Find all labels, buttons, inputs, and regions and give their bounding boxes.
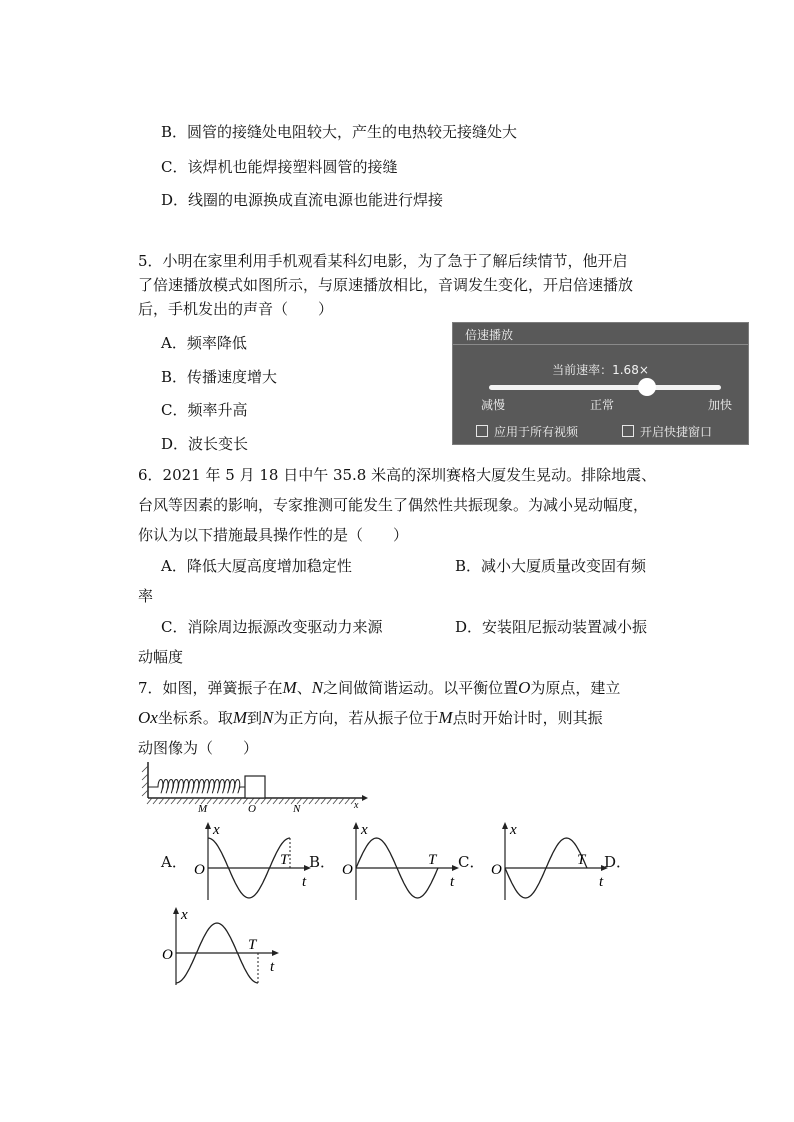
- x-axis-arrow: [502, 822, 508, 829]
- q7-text: 到: [247, 709, 263, 727]
- t-axis-arrow: [272, 950, 279, 956]
- speed-slider-handle[interactable]: [638, 378, 656, 396]
- fast-label: 加快: [708, 398, 733, 412]
- q7-symbol: M: [438, 708, 453, 727]
- q7-symbol: N: [311, 678, 324, 697]
- origin-label: O: [194, 862, 205, 878]
- slow-label: 减慢: [481, 398, 506, 412]
- q7-symbol: Ox: [138, 708, 158, 727]
- oscillator-block: [245, 776, 265, 798]
- period-label: T: [428, 852, 437, 868]
- graph-option-label: A．: [161, 853, 187, 871]
- q5-option-d: D．波长变长: [161, 435, 249, 453]
- graph-option-label: D．: [604, 853, 632, 871]
- t-label: t: [599, 874, 604, 890]
- x-axis-label: x: [354, 800, 359, 811]
- graph-option-label: B．: [309, 853, 336, 871]
- q7-text: 为正方向，若从振子位于: [273, 709, 439, 727]
- q5-stem-line3: 后，手机发出的声音（ ）: [138, 300, 334, 318]
- x-axis-arrow: [173, 907, 179, 914]
- q6-stem-line3: 你认为以下措施最具操作性的是（ ）: [138, 526, 409, 544]
- period-label: T: [577, 852, 586, 868]
- q7-text: 、: [296, 679, 312, 697]
- apply-all-label: 应用于所有视频: [494, 425, 579, 439]
- q4-option-b: B．圆管的接缝处电阻较大，产生的电热较无接缝处大: [161, 123, 518, 141]
- period-label: T: [248, 937, 257, 953]
- q6-option-d-cont: 动幅度: [138, 648, 184, 666]
- panel-title: 倍速播放: [465, 328, 514, 342]
- origin-label: O: [491, 862, 502, 878]
- t-label: t: [450, 874, 455, 890]
- graph-option-label: C．: [458, 853, 485, 871]
- x-label: x: [181, 907, 188, 923]
- x-label: x: [510, 822, 517, 838]
- q6-option-c: C．消除周边振源改变驱动力来源: [161, 618, 383, 636]
- playback-speed-panel: [452, 322, 749, 445]
- q7-symbol: N: [262, 708, 274, 727]
- q7-text: 之间做简谐运动。以平衡位置: [323, 679, 519, 697]
- q6-option-a: A．降低大厦高度增加稳定性: [161, 557, 352, 575]
- spring-oscillator-figure: [140, 760, 370, 820]
- shortcut-window-checkbox[interactable]: [622, 425, 634, 437]
- q5-option-a: A．频率降低: [161, 334, 247, 352]
- x-axis-arrow: [353, 822, 359, 829]
- q7-stem-line2: [138, 708, 603, 728]
- apply-all-checkbox[interactable]: [476, 425, 488, 437]
- shortcut-window-label: 开启快捷窗口: [640, 425, 713, 439]
- t-label: t: [302, 874, 307, 890]
- q7-text: 坐标系。取: [157, 709, 233, 727]
- t-label: t: [270, 959, 275, 975]
- q5-option-c: C．频率升高: [161, 401, 248, 419]
- q4-option-d: D．线圈的电源换成直流电源也能进行焊接: [161, 191, 444, 209]
- q6-option-d: D．安装阻尼振动装置减小振: [455, 618, 648, 636]
- current-rate-label: 当前速率：1.68×: [552, 363, 649, 377]
- q4-option-c: C．该焊机也能焊接塑料圆管的接缝: [161, 158, 398, 176]
- panel-header: [453, 323, 748, 345]
- normal-label: 正常: [590, 398, 615, 412]
- q7-symbol: O: [518, 678, 531, 697]
- point-o-label: O: [248, 803, 256, 815]
- period-label: T: [280, 852, 289, 868]
- x-label: x: [213, 822, 220, 838]
- q6-stem-line1: 6．2021 年 5 月 18 日中午 35.8 米高的深圳赛格大厦发生晃动。排除地震、: [138, 466, 657, 484]
- q7-symbol: M: [232, 708, 248, 727]
- q6-option-b: B．减小大厦质量改变固有频: [455, 557, 647, 575]
- q5-stem-line2: 了倍速播放模式如图所示，与原速播放相比，音调发生变化，开启倍速播放: [138, 276, 634, 294]
- speed-slider-track[interactable]: [489, 385, 721, 390]
- q5-option-b: B．传播速度增大: [161, 368, 278, 386]
- origin-label: O: [162, 947, 173, 963]
- q7-text: 为原点，建立: [530, 679, 621, 697]
- q5-stem-line1: 5．小明在家里利用手机观看某科幻电影，为了急于了解后续情节，他开启: [138, 252, 628, 270]
- origin-label: O: [342, 862, 353, 878]
- point-m-label: M: [198, 803, 208, 815]
- x-axis-arrow: [205, 822, 211, 829]
- q7-stem-line1: [138, 678, 620, 698]
- vibration-graph: [162, 905, 302, 990]
- q6-option-b-cont: 率: [138, 587, 154, 605]
- q7-text: 点时开始计时，则其振: [452, 709, 603, 727]
- q7-symbol: M: [282, 678, 297, 697]
- point-n-label: N: [293, 803, 301, 815]
- x-label: x: [361, 822, 368, 838]
- q6-stem-line2: 台风等因素的影响，专家推测可能发生了偶然性共振现象。为减小晃动幅度，: [138, 496, 649, 514]
- q7-stem-line3: 动图像为（ ）: [138, 739, 259, 757]
- q7-text: 7．如图，弹簧振子在: [138, 679, 283, 697]
